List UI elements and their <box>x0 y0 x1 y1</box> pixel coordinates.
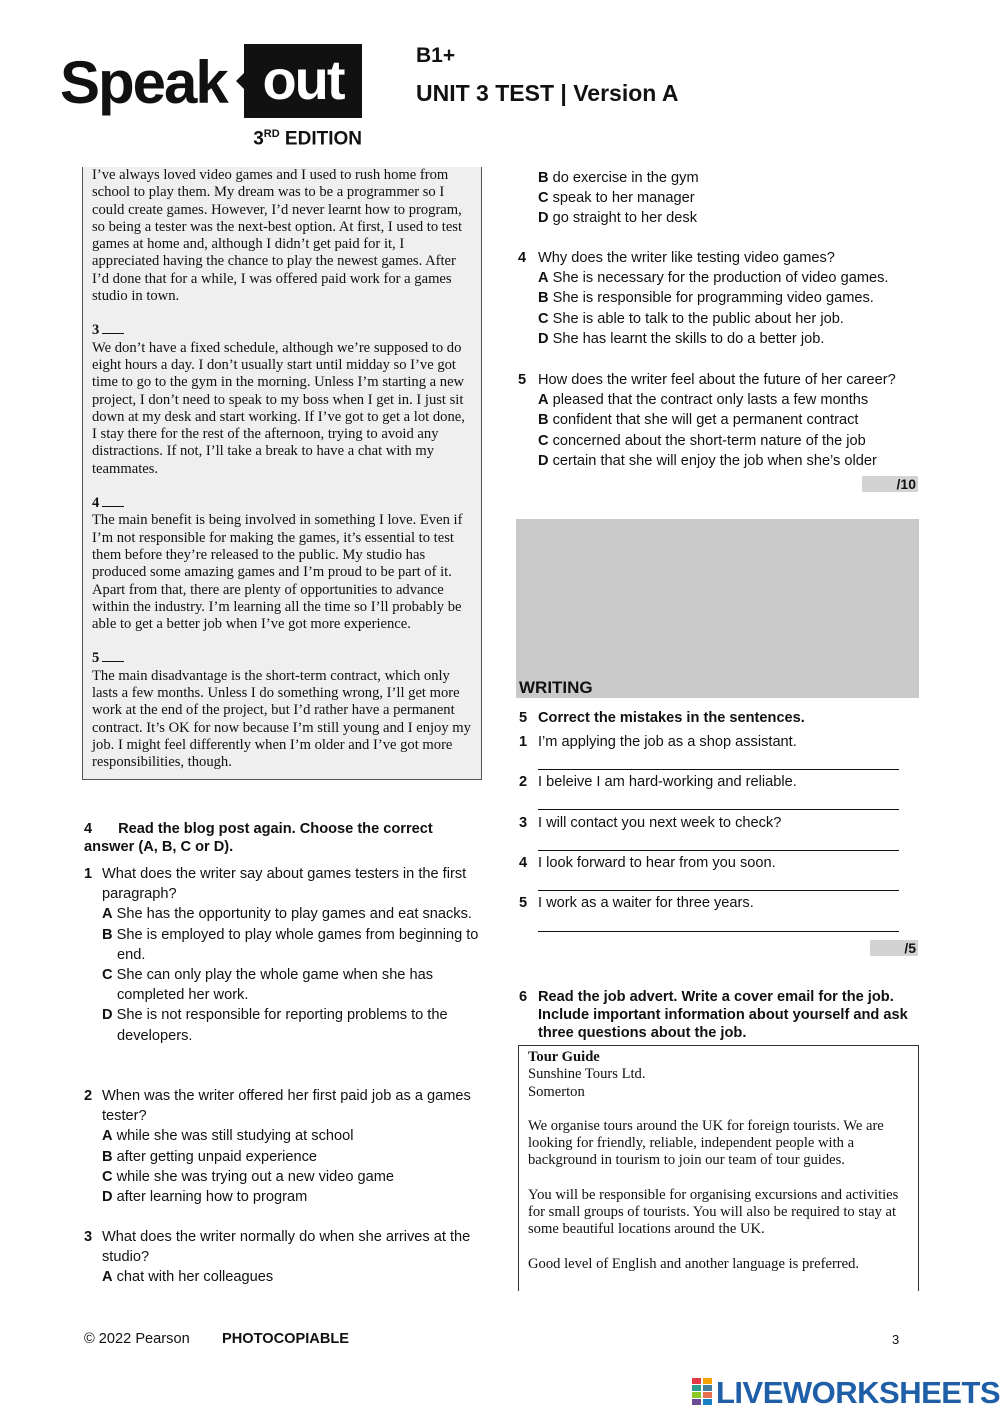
option-text: She is able to talk to the public about her job. <box>552 310 844 327</box>
option-d[interactable] <box>538 208 918 228</box>
sentence-1 <box>519 732 919 752</box>
advert-paragraph: You will be responsible for organising excursions and activities for small groups of tourists. You will also be required to stay at some beautiful locations around the UK. <box>528 1186 899 1238</box>
section-title-writing: WRITING <box>519 678 593 697</box>
reading-paragraph-3: We don’t have a fixed schedule, although we’re supposed to do eight hours a day. I don’t usually start until midday so I’ve got time to go to the gym in the morning. Unless I’m starting a new project, I don’t need to speak to my boss when I get in. I just sit down at my desk and start working. If I’ve got to get a lot done, I stay there for the rest of the afternoon, trying to avoid any distractions. If not, I’ll take a break to have a chat with my teammates. <box>92 339 465 477</box>
question-number: 2 <box>84 1088 93 1104</box>
advert-title: Tour Guide <box>528 1049 600 1065</box>
option-a[interactable] <box>538 390 918 410</box>
writing-banner <box>516 519 919 698</box>
advert-company: Sunshine Tours Ltd. <box>528 1066 646 1083</box>
option-b[interactable] <box>538 168 918 188</box>
question-text: What does the writer say about games testers in the first paragraph? <box>102 866 467 903</box>
answer-line[interactable] <box>538 769 899 770</box>
option-letter: D <box>538 330 549 347</box>
option-letter: D <box>538 210 549 227</box>
question-3 <box>84 1227 484 1288</box>
reading-passage <box>82 167 482 780</box>
option-d[interactable] <box>102 1187 484 1207</box>
sentence-number: 3 <box>519 815 528 831</box>
sentence-3 <box>519 813 919 833</box>
advert-paragraph: We organise tours around the UK for foreign tourists. We are looking for friendly, reliable, independent people with a background in tourism to join our team of tour guides. <box>528 1117 884 1169</box>
option-b[interactable] <box>538 410 918 430</box>
option-text: do exercise in the gym <box>552 170 699 186</box>
option-letter: B <box>102 926 113 943</box>
option-text: concerned about the short-term nature of the job <box>552 432 866 449</box>
answer-line[interactable] <box>538 890 899 891</box>
instruction-text: Read the job advert. Write a cover email for the job. Include important information about yourself and ask three questions about the job. <box>538 989 908 1041</box>
option-letter: D <box>102 1007 113 1024</box>
sentence-text: I beleive I am hard-working and reliable. <box>538 774 797 790</box>
score-box-writing: /5 <box>870 940 918 956</box>
page-title: UNIT 3 TEST | Version A <box>416 80 679 106</box>
exercise-6-instruction <box>519 988 919 1042</box>
option-d[interactable] <box>538 329 918 349</box>
option-letter: A <box>102 1269 113 1286</box>
exercise-4-instruction <box>84 820 484 856</box>
question-5 <box>518 370 918 471</box>
option-d[interactable] <box>102 1005 484 1045</box>
sentence-text: I work as a waiter for three years. <box>538 895 754 911</box>
option-letter: B <box>538 290 549 307</box>
option-text: She is responsible for programming video games. <box>552 290 874 307</box>
liveworksheets-cubes-icon <box>692 1378 714 1406</box>
sentence-number: 1 <box>519 734 528 750</box>
exercise-5-instruction <box>519 708 919 728</box>
reading-heading-5 <box>92 650 473 667</box>
option-text: She is not responsible for reporting problems to the developers. <box>116 1007 448 1044</box>
option-letter: C <box>102 967 113 984</box>
question-3-continued <box>538 168 918 229</box>
exercise-number: 4 <box>84 821 93 837</box>
question-number: 4 <box>518 250 527 266</box>
option-text: confident that she will get a permanent contract <box>552 412 859 429</box>
heading-gap[interactable] <box>102 322 124 334</box>
question-text: When was the writer offered her first paid job as a games tester? <box>102 1088 471 1125</box>
question-number: 1 <box>84 866 93 882</box>
photocopiable-label: PHOTOCOPIABLE <box>222 1331 350 1347</box>
question-1 <box>84 864 484 1046</box>
page-number: 3 <box>892 1332 900 1347</box>
option-letter: C <box>102 1168 113 1185</box>
heading-gap[interactable] <box>102 650 124 662</box>
option-letter: C <box>538 310 549 327</box>
heading-number: 4 <box>92 495 100 512</box>
job-advert <box>518 1045 919 1291</box>
option-letter: A <box>102 1128 113 1145</box>
option-letter: B <box>102 1148 113 1165</box>
advert-paragraph: Good level of English and another language is preferred. <box>528 1255 860 1272</box>
option-b[interactable] <box>538 288 918 308</box>
question-text: What does the writer normally do when she arrives at the studio? <box>102 1229 471 1266</box>
option-letter: D <box>538 452 549 469</box>
option-c[interactable] <box>538 309 918 329</box>
question-number: 5 <box>518 372 527 388</box>
logo-out: out <box>262 48 344 111</box>
reading-paragraph-4: The main benefit is being involved in something I love. Even if I’m not responsible for making the games, it’s essential to test them before they’re released to the public. My studio has produced some amazing games and I’m proud to be part of it. Apart from that, there are plenty of opportunities to advance within the industry. I’m learning all the time so I’ll probably be able to get a better job when I’ve got more experience. <box>92 512 463 633</box>
reading-paragraph-intro: I’ve always loved video games and I used to rush home from school to play them. My dream was to be a programmer so I could create games. However, I’d never learnt how to program, so being a tester was the next-best option. At first, I used to test games at home and, although I didn’t get paid for it, I appreciated having the chance to play the newest games. After I’d done that for a while, I was offered paid work for a games studio in town. <box>92 167 463 305</box>
option-letter: B <box>538 170 549 186</box>
logo-speak: Speak <box>60 49 227 116</box>
edition-number: 3 <box>253 128 264 150</box>
sentence-number: 4 <box>519 855 528 871</box>
option-text: after getting unpaid experience <box>116 1148 318 1165</box>
sentence-text: I’m applying the job as a shop assistant. <box>538 734 797 750</box>
option-b[interactable] <box>102 1147 484 1167</box>
edition-label <box>244 128 362 150</box>
option-text: while she was trying out a new video game <box>116 1168 395 1185</box>
option-text: while she was still studying at school <box>116 1128 354 1145</box>
option-text: after learning how to program <box>116 1189 308 1206</box>
option-text: speak to her manager <box>552 190 695 207</box>
heading-number: 5 <box>92 650 100 667</box>
advert-town: Somerton <box>528 1083 585 1100</box>
option-text: go straight to her desk <box>552 210 698 227</box>
reading-heading-3 <box>92 322 473 339</box>
option-letter: C <box>538 432 549 449</box>
option-letter: C <box>538 190 549 207</box>
option-letter: B <box>538 412 549 429</box>
option-a[interactable] <box>102 1267 484 1287</box>
option-text: chat with her colleagues <box>116 1269 274 1286</box>
option-a[interactable] <box>102 904 484 924</box>
option-text: She is necessary for the production of video games. <box>552 270 889 287</box>
question-text: Why does the writer like testing video games? <box>538 250 835 266</box>
option-text: She has the opportunity to play games and eat snacks. <box>116 906 472 923</box>
sentence-text: I look forward to hear from you soon. <box>538 855 776 871</box>
sentence-number: 2 <box>519 774 528 790</box>
option-letter: A <box>538 270 549 287</box>
exercise-number: 5 <box>519 710 528 726</box>
question-number: 3 <box>84 1229 93 1245</box>
copyright: © 2022 Pearson <box>84 1331 190 1347</box>
option-b[interactable] <box>102 925 484 965</box>
sentence-number: 5 <box>519 895 528 911</box>
reading-heading-4 <box>92 495 473 512</box>
heading-number: 3 <box>92 322 100 339</box>
sentence-2 <box>519 772 919 792</box>
option-letter: D <box>102 1189 113 1206</box>
option-d[interactable] <box>538 451 918 471</box>
answer-line[interactable] <box>538 850 899 851</box>
option-c[interactable] <box>538 431 918 451</box>
question-4 <box>518 248 918 349</box>
heading-gap[interactable] <box>102 495 124 507</box>
level-label: B1+ <box>416 44 456 67</box>
option-text: pleased that the contract only lasts a few months <box>552 392 869 409</box>
option-letter: A <box>102 906 113 923</box>
reading-paragraph-5: The main disadvantage is the short-term contract, which only lasts a few months. Unless I do something wrong, I’ll get more work at the end of the project, but I’d rather have a permanent contract. It’s OK for now because I’m still young and I enjoy my job. I might feel differently when I’m older and I’ve got more responsibilities, though. <box>92 667 471 771</box>
option-a[interactable] <box>102 1126 484 1146</box>
instruction-text: Read the blog post again. Choose the correct answer (A, B, C or D). <box>84 821 433 855</box>
option-text: She is employed to play whole games from beginning to end. <box>116 926 479 963</box>
question-2 <box>84 1086 484 1207</box>
option-text: She has learnt the skills to do a better job. <box>552 330 825 347</box>
sentence-4 <box>519 853 919 873</box>
option-text: certain that she will enjoy the job when she’s older <box>552 452 877 469</box>
question-text: How does the writer feel about the future of her career? <box>538 372 896 388</box>
exercise-number: 6 <box>519 989 528 1005</box>
option-text: She can only play the whole game when she has completed her work. <box>116 967 434 1004</box>
instruction-text: Correct the mistakes in the sentences. <box>538 710 805 726</box>
edition-word: EDITION <box>279 128 362 150</box>
liveworksheets-logo[interactable]: LIVEWORKSHEETS <box>716 1375 1000 1410</box>
answer-line[interactable] <box>538 809 899 810</box>
option-c[interactable] <box>538 188 918 208</box>
sentence-5 <box>519 893 919 913</box>
answer-line[interactable] <box>538 931 899 932</box>
option-c[interactable] <box>102 1167 484 1187</box>
option-c[interactable] <box>102 965 484 1005</box>
edition-suffix: RD <box>263 128 280 140</box>
sentence-text: I will contact you next week to check? <box>538 815 782 831</box>
option-a[interactable] <box>538 268 918 288</box>
option-letter: A <box>538 392 549 409</box>
score-box-reading: /10 <box>862 476 918 492</box>
